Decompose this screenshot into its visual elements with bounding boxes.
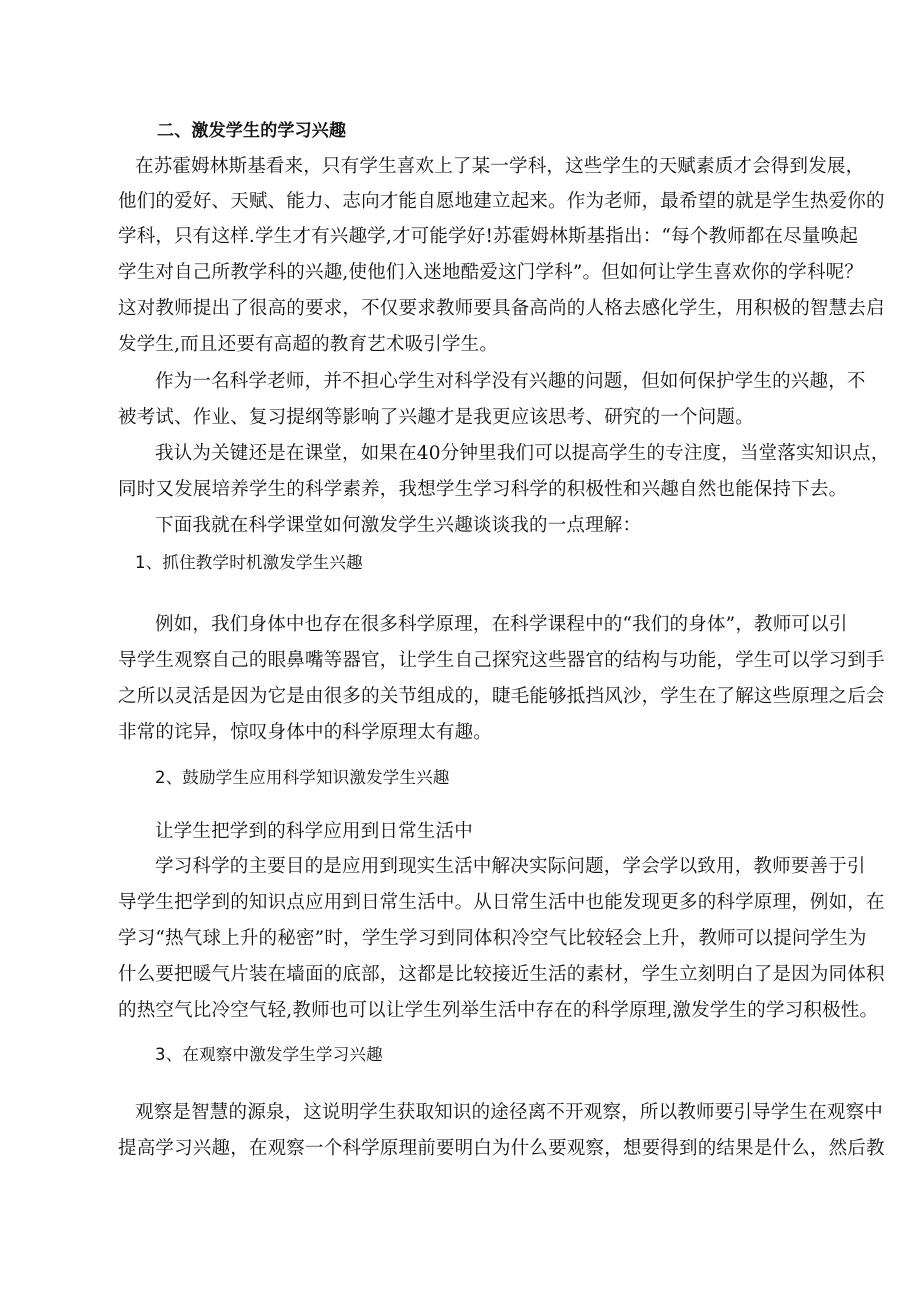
paragraph-line: 提高学习兴趣，在观察一个科学原理前要明白为什么要观察，想要得到的结果是什么，然后教 bbox=[118, 1138, 885, 1159]
paragraph-line: 什么要把暖气片装在墙面的底部，这都是比较接近生活的素材，学生立刻明白了是因为同体积 bbox=[118, 964, 885, 985]
paragraph-line: 被考试、作业、复习提纲等影响了兴趣才是我更应该思考、研究的一个问题。 bbox=[118, 407, 754, 428]
paragraph-line: 发学生,而且还要有高超的教育艺术吸引学生。 bbox=[118, 334, 499, 355]
paragraph-line: 他们的爱好、天赋、能力、志向才能自愿地建立起来。作为老师，最希望的就是学生热爱你的 bbox=[118, 191, 885, 212]
subsection-heading: 1、抓住教学时机激发学生兴趣 bbox=[135, 553, 363, 572]
paragraph-line: 非常的诧异，惊叹身体中的科学原理太有趣。 bbox=[118, 722, 493, 743]
paragraph-line: 观察是智慧的源泉，这说明学生获取知识的途径离不开观察，所以教师要引导学生在观察中 bbox=[135, 1102, 884, 1123]
section-heading: 二、激发学生的学习兴趣 bbox=[157, 121, 347, 141]
paragraph-line: 在苏霍姆林斯基看来，只有学生喜欢上了某一学科，这些学生的天赋素质才会得到发展， bbox=[135, 156, 865, 177]
paragraph-line: 让学生把学到的科学应用到日常生活中 bbox=[155, 821, 473, 842]
paragraph-line: 这对教师提出了很高的要求，不仅要求教师要具备高尚的人格去感化学生，用积极的智慧去启 bbox=[118, 298, 885, 319]
subsection-heading: 2、鼓励学生应用科学知识激发学生兴趣 bbox=[155, 768, 450, 787]
paragraph-line: 作为一名科学老师，并不担心学生对科学没有兴趣的问题，但如何保护学生的兴趣，不 bbox=[155, 371, 866, 392]
paragraph-line: 导学生把学到的知识点应用到日常生活中。从日常生活中也能发现更多的科学原理，例如，在 bbox=[118, 892, 885, 913]
paragraph-line: 学科，只有这样.学生才有兴趣学,才可能学好!苏霍姆林斯基指出：“每个教师都在尽量唤起 bbox=[118, 226, 859, 247]
paragraph-line: 下面我就在科学课堂如何激发学生兴趣谈谈我的一点理解： bbox=[155, 515, 642, 536]
paragraph-line: 学习科学的主要目的是应用到现实生活中解决实际问题，学会学以致用，教师要善于引 bbox=[155, 856, 866, 877]
paragraph-line: 同时又发展培养学生的科学素养，我想学生学习科学的积极性和兴趣自然也能保持下去。 bbox=[118, 479, 848, 500]
paragraph-line: 我认为关键还是在课堂，如果在40分钟里我们可以提高学生的专注度，当堂落实知识点， bbox=[155, 443, 890, 464]
paragraph-line: 学生对自己所教学科的兴趣,使他们入迷地酷爱这门学科”。但如何让学生喜欢你的学科呢？ bbox=[118, 262, 864, 283]
paragraph-line: 的热空气比冷空气轻,教师也可以让学生列举生活中存在的科学原理,激发学生的学习积极性。 bbox=[118, 1000, 879, 1021]
subsection-heading: 3、在观察中激发学生学习兴趣 bbox=[155, 1045, 383, 1064]
paragraph-line: 例如，我们身体中也存在很多科学原理，在科学课程中的“我们的身体”，教师可以引 bbox=[155, 614, 848, 635]
paragraph-line: 学习“热气球上升的秘密”时，学生学习到同体积冷空气比较轻会上升，教师可以提问学生为 bbox=[118, 928, 867, 949]
paragraph-line: 之所以灵活是因为它是由很多的关节组成的，睫毛能够抵挡风沙，学生在了解这些原理之后会 bbox=[118, 686, 885, 707]
paragraph-line: 导学生观察自己的眼鼻嘴等器官，让学生自己探究这些器官的结构与功能，学生可以学习到手 bbox=[118, 650, 885, 671]
